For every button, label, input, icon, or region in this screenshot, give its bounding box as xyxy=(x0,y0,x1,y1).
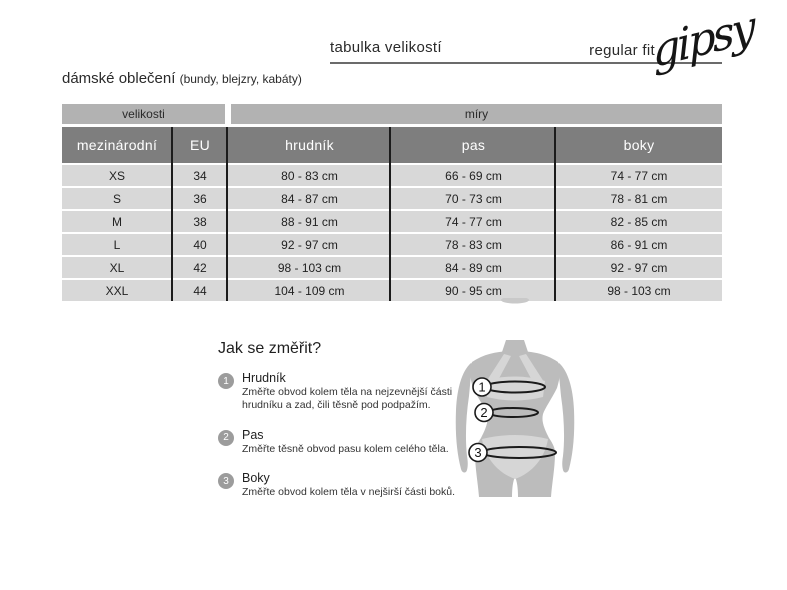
body-measurement-figure xyxy=(440,298,600,505)
measure-item-hips xyxy=(218,471,468,499)
cell-hips: 74 - 77 cm xyxy=(556,165,722,186)
measure-item-desc: Změřte těsně obvod pasu kolem celého těla. xyxy=(242,442,449,455)
cell-waist: 70 - 73 cm xyxy=(391,188,556,209)
female-silhouette-diagram xyxy=(440,298,600,500)
cell-waist: 74 - 77 cm xyxy=(391,211,556,232)
cell-chest: 80 - 83 cm xyxy=(228,165,391,186)
cell-waist: 78 - 83 cm xyxy=(391,234,556,255)
cell-eu: 42 xyxy=(172,257,228,278)
cell-hips: 86 - 91 cm xyxy=(556,234,722,255)
cell-hips: 92 - 97 cm xyxy=(556,257,722,278)
cell-hips: 82 - 85 cm xyxy=(556,211,722,232)
column-divider xyxy=(171,127,173,301)
size-row-s xyxy=(62,188,722,209)
category-title: dámské oblečení xyxy=(62,70,176,87)
column-divider xyxy=(226,127,228,301)
measure-item-waist xyxy=(218,428,468,456)
table-group-header-row xyxy=(62,104,722,124)
measure-instructions xyxy=(218,371,468,515)
column-header-eu: EU xyxy=(172,127,228,163)
column-divider xyxy=(389,127,391,301)
brand-logo: gipsy xyxy=(651,1,755,79)
cell-eu: 36 xyxy=(172,188,228,209)
size-row-m xyxy=(62,211,722,232)
step-2-badge: 2 xyxy=(218,430,234,446)
category-subtitle: (bundy, blejzry, kabáty) xyxy=(179,72,302,86)
head-chin-shape xyxy=(501,298,529,304)
cell-intl: L xyxy=(62,234,172,255)
measure-item-desc: Změřte obvod kolem těla v nejširší části boků. xyxy=(242,486,456,499)
cell-intl: XXL xyxy=(62,280,172,301)
cell-intl: XS xyxy=(62,165,172,186)
fit-type-label: regular fit xyxy=(589,42,655,59)
cell-waist: 66 - 69 cm xyxy=(391,165,556,186)
measure-item-chest xyxy=(218,371,468,412)
size-row-l xyxy=(62,234,722,255)
group-header-measures: míry xyxy=(231,104,722,124)
marker-1-label: 1 xyxy=(478,379,486,395)
page-title: tabulka velikostí xyxy=(330,39,442,56)
group-header-sizes: velikosti xyxy=(62,104,225,124)
cell-chest: 92 - 97 cm xyxy=(228,234,391,255)
measure-item-desc: Změřte obvod kolem těla na nejzevnější části hrudníku a zad, čili těsně pod podpažím. xyxy=(242,386,453,411)
size-row-xxl xyxy=(62,280,722,301)
cell-chest: 88 - 91 cm xyxy=(228,211,391,232)
column-header-chest: hrudník xyxy=(228,127,391,163)
bra-cups xyxy=(485,377,545,401)
cell-waist: 90 - 95 cm xyxy=(391,280,556,301)
cell-hips: 78 - 81 cm xyxy=(556,188,722,209)
step-3-badge: 3 xyxy=(218,473,234,489)
category-heading xyxy=(62,70,302,87)
step-1-badge: 1 xyxy=(218,373,234,389)
cell-eu: 38 xyxy=(172,211,228,232)
cell-eu: 40 xyxy=(172,234,228,255)
cell-chest: 84 - 87 cm xyxy=(228,188,391,209)
cell-intl: XL xyxy=(62,257,172,278)
column-header-international: mezinárodní xyxy=(62,127,172,163)
cell-intl: M xyxy=(62,211,172,232)
column-divider xyxy=(554,127,556,301)
marker-3-label: 3 xyxy=(474,445,482,460)
how-to-measure-title: Jak se změřit? xyxy=(218,340,322,357)
cell-intl: S xyxy=(62,188,172,209)
cell-waist: 84 - 89 cm xyxy=(391,257,556,278)
column-header-waist: pas xyxy=(391,127,556,163)
cell-chest: 104 - 109 cm xyxy=(228,280,391,301)
measure-item-title: Hrudník xyxy=(242,371,286,385)
size-table xyxy=(62,104,722,303)
table-column-header-row xyxy=(62,127,722,163)
size-row-xs xyxy=(62,165,722,186)
measure-item-title: Pas xyxy=(242,427,264,442)
column-header-hips: boky xyxy=(556,127,722,163)
cell-eu: 44 xyxy=(172,280,228,301)
cell-hips: 98 - 103 cm xyxy=(556,280,722,301)
measure-item-title: Boky xyxy=(242,471,270,486)
right-arm-shape xyxy=(557,363,574,473)
cell-chest: 98 - 103 cm xyxy=(228,257,391,278)
size-row-xl xyxy=(62,257,722,278)
cell-eu: 34 xyxy=(172,165,228,186)
marker-2-label: 2 xyxy=(480,405,488,420)
